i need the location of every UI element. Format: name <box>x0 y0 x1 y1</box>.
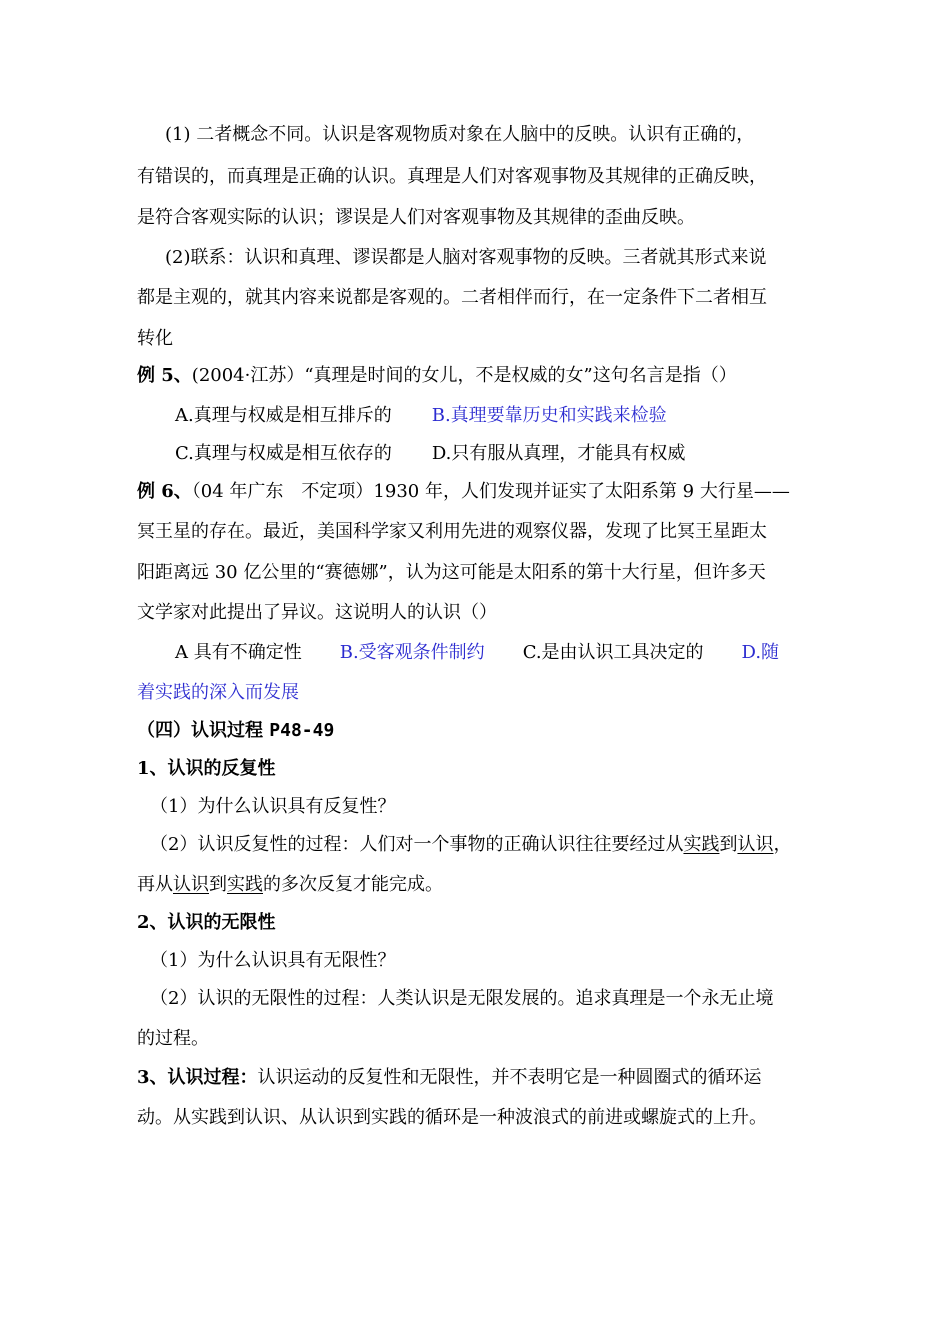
example5-question <box>137 365 737 387</box>
example6-line3: 阳距离远 30 亿公里的“赛德娜”，认为这可能是太阳系的第十大行星，但许多天 <box>137 562 766 583</box>
example5-option-d: D.只有服从真理，才能具有权威 <box>431 443 686 464</box>
para1-line2: 有错误的，而真理是正确的认识。真理是人们对客观事物及其规律的正确反映， <box>137 166 767 187</box>
example5-option-c: C.真理与权威是相互依存的 <box>175 443 392 464</box>
section4-title-text: （四）认识过程 <box>137 720 263 741</box>
subsection1-q2-line2 <box>137 874 443 896</box>
example6-option-d: D.随 <box>741 642 780 663</box>
example5-options-cd <box>175 443 685 465</box>
para1-line1: (1) 二者概念不同。认识是客观物质对象在人脑中的反映。认识有正确的， <box>165 124 755 145</box>
example6-text1: （04 年广东 不定项）1930 年，人们发现并证实了太阳系第 9 大行星—— <box>191 481 790 502</box>
subsection3-line1 <box>137 1067 762 1089</box>
subsection2-q2-line2: 的过程。 <box>137 1028 209 1049</box>
subsection1-q1: （1）为什么认识具有反复性？ <box>150 796 396 817</box>
para2-line1: (2)联系：认识和真理、谬误都是人脑对客观事物的反映。三者就其形式来说 <box>165 247 767 268</box>
example6-options <box>175 642 779 664</box>
example5-option-a: A.真理与权威是相互排斥的 <box>175 405 392 426</box>
example6-option-b: B.受客观条件制约 <box>339 642 485 663</box>
example6-line2: 冥王星的存在。最近，美国科学家又利用先进的观察仪器，发现了比冥王星距太 <box>137 521 767 542</box>
example5-label: 例 5、 <box>137 365 192 386</box>
example5-options-ab <box>175 405 667 427</box>
example5-option-b: B.真理要靠历史和实践来检验 <box>431 405 667 426</box>
subsection3-line2: 动。从实践到认识、从认识到实践的循环是一种波浪式的前进或螺旋式的上升。 <box>137 1107 767 1128</box>
para1-line3: 是符合客观实际的认识；谬误是人们对客观事物及其规律的歪曲反映。 <box>137 207 695 228</box>
subsection2-title: 2、认识的无限性 <box>137 912 276 933</box>
subsection1-title: 1、认识的反复性 <box>137 758 276 779</box>
section4-pages: P48-49 <box>269 720 335 741</box>
example6-option-c: C.是由认识工具决定的 <box>522 642 704 663</box>
subsection1-q2-line1 <box>150 834 791 856</box>
example6-label: 例 6、 <box>137 481 192 502</box>
q2b-text: 再从 <box>137 874 173 895</box>
underlined-practice: 实践 <box>683 834 720 855</box>
q2b-end: 的多次反复才能完成。 <box>263 874 443 895</box>
subsection2-q2-line1: （2）认识的无限性的过程：人类认识是无限发展的。追求真理是一个永无止境 <box>150 988 774 1009</box>
example6-option-d-cont: 着实践的深入而发展 <box>137 682 299 703</box>
underlined-practice-2: 实践 <box>227 874 263 895</box>
example6-line4: 文学家对此提出了异议。这说明人的认识（） <box>137 602 497 623</box>
para2-line3: 转化 <box>137 328 173 349</box>
underlined-cognition-2: 认识 <box>173 874 209 895</box>
subsection3-text1: 认识运动的反复性和无限性，并不表明它是一种圆圈式的循环运 <box>257 1067 762 1088</box>
section4-title <box>137 720 334 742</box>
q2-text: （2）认识反复性的过程：人们对一个事物的正确认识往往要经过从 <box>150 834 684 855</box>
q2-to: 到 <box>719 834 738 855</box>
subsection3-title: 3、认识过程： <box>137 1067 258 1088</box>
example5-text: (2004·江苏）“真理是时间的女儿，不是权威的女”这句名言是指（） <box>191 365 737 386</box>
para2-line2: 都是主观的，就其内容来说都是客观的。二者相伴而行，在一定条件下二者相互 <box>137 287 767 308</box>
example6-option-a: A 具有不确定性 <box>175 642 302 663</box>
q2b-to: 到 <box>209 874 227 895</box>
q2-comma: ， <box>773 834 792 855</box>
example6-line1 <box>137 481 790 503</box>
subsection2-q1: （1）为什么认识具有无限性？ <box>150 950 396 971</box>
underlined-cognition: 认识 <box>737 834 774 855</box>
